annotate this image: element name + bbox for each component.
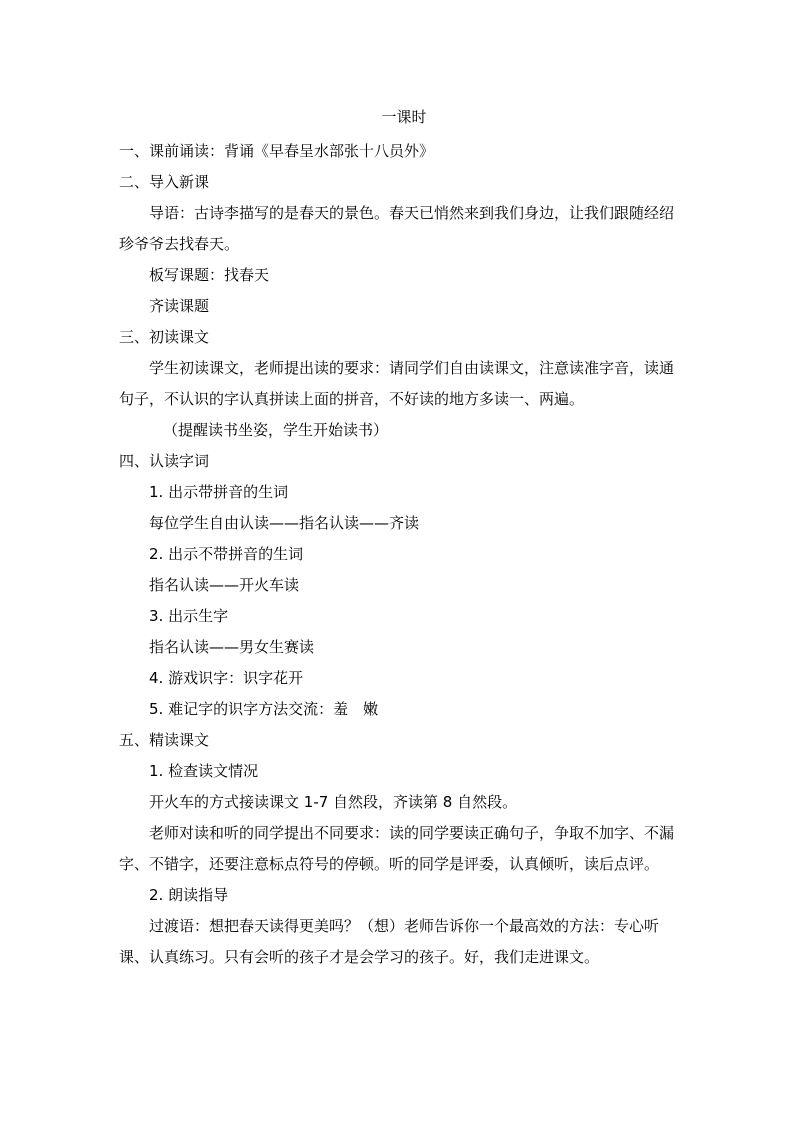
section-heading: 五、精读课文 <box>119 731 210 749</box>
section-heading: 二、导入新课 <box>119 173 210 191</box>
paragraph: 4. 游戏识字：识字花开 <box>149 669 304 687</box>
section-heading: 一、课前诵读：背诵《早春呈水部张十八员外》 <box>119 142 435 160</box>
paragraph: 2. 朗读指导 <box>149 886 229 904</box>
document-title: 一课时 <box>381 108 427 126</box>
paragraph: 老师对读和听的同学提出不同要求：读的同学要读正确句子，争取不加字、不漏字、不错字，还要注意标点符号的停顿。听的同学是评委，认真倾听，读后点评。 <box>119 824 675 873</box>
paragraph: 导语：古诗李描写的是春天的景色。春天已悄然来到我们身边，让我们跟随经绍珍爷爷去找春天。 <box>119 204 675 253</box>
paragraph: 5. 难记字的识字方法交流：羞 嫩 <box>149 700 379 718</box>
paragraph: 板写课题：找春天 <box>149 266 270 284</box>
paragraph: 2. 出示不带拼音的生词 <box>149 545 304 563</box>
section-heading: 三、初读课文 <box>119 328 210 346</box>
paragraph: 齐读课题 <box>149 297 210 315</box>
paragraph: 1. 出示带拼音的生词 <box>149 483 289 501</box>
paragraph: 3. 出示生字 <box>149 607 229 625</box>
paragraph: 每位学生自由认读——指名认读——齐读 <box>149 514 420 532</box>
paragraph: 学生初读课文，老师提出读的要求：请同学们自由读课文，注意读准字音，读通句子，不认识的字认真拼读上面的拼音，不好读的地方多读一、两遍。 <box>119 359 675 408</box>
paragraph-list <box>119 136 679 973</box>
paragraph: （提醒读书坐姿，学生开始读书） <box>163 421 389 439</box>
document-body <box>119 106 679 973</box>
paragraph: 开火车的方式接读课文 1-7 自然段，齐读第 8 自然段。 <box>149 793 518 811</box>
paragraph: 指名认读——男女生赛读 <box>149 638 315 656</box>
paragraph: 1. 检查读文情况 <box>149 762 259 780</box>
paragraph: 过渡语：想把春天读得更美吗？（想）老师告诉你一个最高效的方法：专心听课、认真练习。只有会听的孩子才是会学习的孩子。好，我们走进课文。 <box>119 917 660 966</box>
paragraph: 指名认读——开火车读 <box>149 576 300 594</box>
section-heading: 四、认读字词 <box>119 452 210 470</box>
